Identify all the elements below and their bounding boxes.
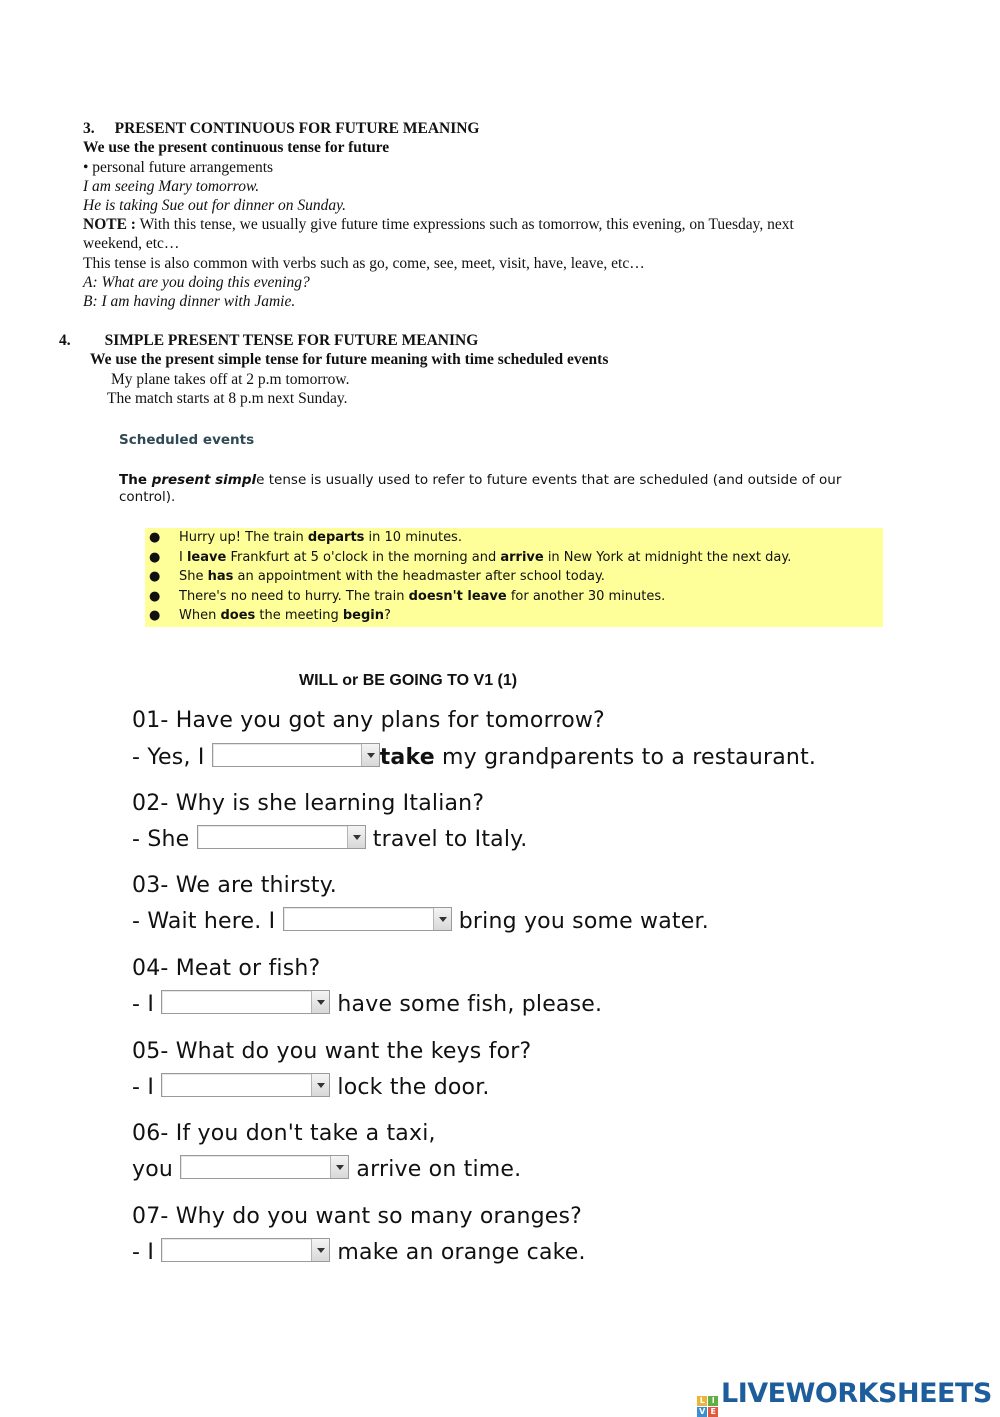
- section4-example-1: My plane takes off at 2 p.m tomorrow.: [111, 371, 350, 388]
- answer-bold-verb: take: [379, 745, 435, 770]
- chevron-down-icon[interactable]: [311, 991, 329, 1013]
- exercise-answer-05: [132, 1073, 490, 1100]
- section3-bullet: • personal future arrangements: [83, 159, 274, 176]
- exercise-question-06: 06- If you don't take a taxi,: [132, 1121, 436, 1146]
- section4-number: 4.: [59, 332, 71, 349]
- section3-intro: We use the present continuous tense for future: [83, 139, 390, 156]
- answer-prefix: - I: [132, 992, 162, 1017]
- answer-dropdown-07[interactable]: [161, 1238, 330, 1262]
- bullet-icon: ●: [149, 569, 161, 585]
- exercise-title: WILL or BE GOING TO V1 (1): [299, 672, 518, 689]
- answer-prefix: - Yes, I: [132, 745, 212, 770]
- exercise-question-07: 07- Why do you want so many oranges?: [132, 1204, 583, 1229]
- section3-example-2: He is taking Sue out for dinner on Sunday.: [83, 197, 347, 214]
- intro-rest: e tense is usually used to refer to future events that are scheduled (and outside of our control).: [119, 472, 842, 505]
- scheduled-events-intro: [119, 472, 859, 506]
- section4-heading: [59, 332, 478, 350]
- answer-prefix: - She: [132, 827, 197, 852]
- section3-example-1: I am seeing Mary tomorrow.: [83, 178, 260, 195]
- list-item: ● When does the meeting begin?: [145, 606, 883, 626]
- section3-dialog-b: B: I am having dinner with Jamie.: [83, 293, 296, 310]
- liveworksheets-logo-icon: L I V E: [697, 1396, 718, 1417]
- scheduled-examples-box: [145, 528, 883, 627]
- answer-dropdown-02[interactable]: [197, 825, 366, 849]
- section4-intro: We use the present simple tense for future meaning with time scheduled events: [90, 351, 609, 368]
- list-item: ● There's no need to hurry. The train doesn't leave for another 30 minutes.: [145, 587, 883, 607]
- answer-dropdown-03[interactable]: [283, 907, 452, 931]
- answer-prefix: - Wait here. I: [132, 909, 283, 934]
- answer-dropdown-01[interactable]: [212, 743, 380, 767]
- section3-title: PRESENT CONTINUOUS FOR FUTURE MEANING: [114, 120, 480, 137]
- section3-common-verbs: This tense is also common with verbs such as go, come, see, meet, visit, have, leave, etc…: [83, 255, 645, 272]
- answer-prefix: - I: [132, 1240, 162, 1265]
- section3-number: 3.: [83, 120, 95, 137]
- bullet-icon: ●: [149, 588, 161, 604]
- chevron-down-icon[interactable]: [361, 744, 379, 766]
- intro-the: The: [119, 472, 152, 488]
- exercise-question-01: 01- Have you got any plans for tomorrow?: [132, 708, 605, 733]
- exercise-question-02: 02- Why is she learning Italian?: [132, 791, 485, 816]
- list-item: ● She has an appointment with the headmaster after school today.: [145, 567, 883, 587]
- bullet-icon: ●: [149, 549, 161, 565]
- exercise-answer-06: [132, 1155, 521, 1182]
- intro-present-simple: present simpl: [151, 472, 257, 488]
- bullet-icon: ●: [149, 608, 161, 624]
- section3-heading: [83, 120, 480, 138]
- chevron-down-icon[interactable]: [311, 1074, 329, 1096]
- bullet-icon: ●: [149, 530, 161, 545]
- exercise-answer-04: [132, 990, 602, 1017]
- section4-example-2: The match starts at 8 p.m next Sunday.: [107, 390, 348, 407]
- answer-suffix: have some fish, please.: [330, 992, 603, 1017]
- exercise-answer-02: [132, 825, 527, 852]
- scheduled-examples-list: [145, 528, 883, 626]
- answer-prefix: you: [132, 1157, 181, 1182]
- scheduled-events-title: Scheduled events: [119, 432, 255, 448]
- answer-suffix: my grandparents to a restaurant.: [434, 745, 817, 770]
- chevron-down-icon[interactable]: [433, 908, 451, 930]
- note-text-line2: weekend, etc…: [83, 235, 180, 252]
- answer-prefix: - I: [132, 1075, 162, 1100]
- section3-note: [83, 216, 794, 234]
- answer-dropdown-05[interactable]: [161, 1073, 330, 1097]
- exercise-question-04: 04- Meat or fish?: [132, 956, 321, 981]
- section4-title: SIMPLE PRESENT TENSE FOR FUTURE MEANING: [104, 332, 479, 349]
- list-item: ● I leave Frankfurt at 5 o'clock in the morning and arrive in New York at midnight the next day.: [145, 548, 883, 568]
- answer-suffix: arrive on time.: [349, 1157, 522, 1182]
- chevron-down-icon[interactable]: [311, 1239, 329, 1261]
- chevron-down-icon[interactable]: [330, 1156, 348, 1178]
- section3-dialog-a: A: What are you doing this evening?: [83, 274, 310, 291]
- exercise-answer-03: [132, 907, 709, 934]
- note-label: NOTE :: [83, 216, 136, 233]
- liveworksheets-logo-text: LIVEWORKSHEETS: [721, 1378, 992, 1409]
- list-item: ● Hurry up! The train departs in 10 minutes.: [145, 528, 883, 548]
- exercise-answer-01: [132, 743, 816, 770]
- answer-dropdown-04[interactable]: [161, 990, 330, 1014]
- exercise-question-03: 03- We are thirsty.: [132, 873, 337, 898]
- answer-suffix: lock the door.: [330, 1075, 490, 1100]
- exercise-answer-07: [132, 1238, 586, 1265]
- answer-suffix: bring you some water.: [451, 909, 709, 934]
- liveworksheets-logo: [697, 1378, 992, 1417]
- exercise-question-05: 05- What do you want the keys for?: [132, 1039, 532, 1064]
- answer-dropdown-06[interactable]: [180, 1155, 349, 1179]
- chevron-down-icon[interactable]: [347, 826, 365, 848]
- answer-suffix: travel to Italy.: [365, 827, 528, 852]
- answer-suffix: make an orange cake.: [330, 1240, 586, 1265]
- note-text-line1: With this tense, we usually give future time expressions such as tomorrow, this evening, on Tuesday, next: [135, 216, 794, 233]
